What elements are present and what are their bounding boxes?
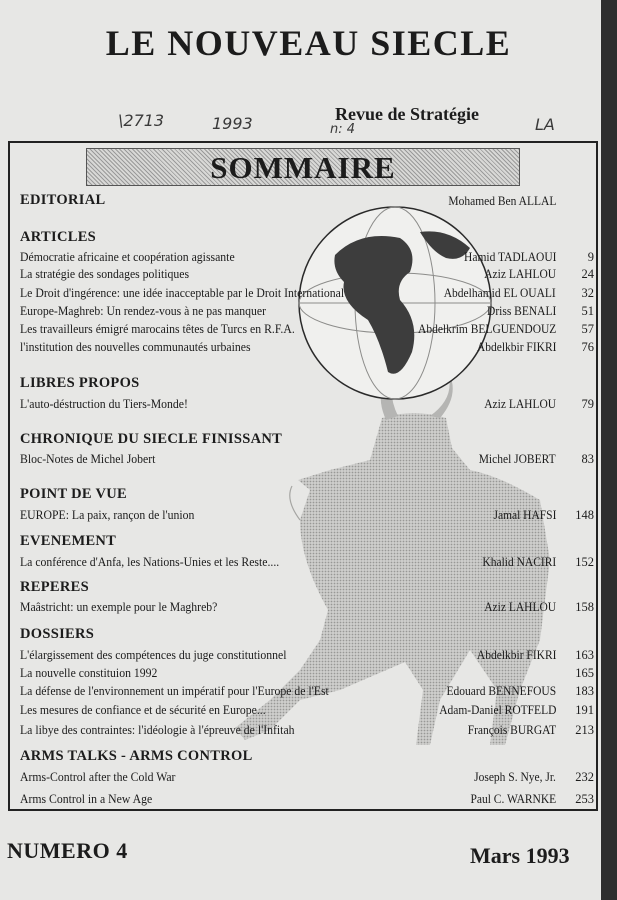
entry-title: Le Droit d'ingérence: une idée inacceptable par le Droit International (20, 286, 345, 300)
entry-page: 183 (575, 684, 594, 698)
entry-title: La libye des contraintes: l'idéologie à l'épreuve de l'Infitah (20, 723, 295, 737)
editorial-row[interactable] (20, 193, 594, 209)
entry-author: Aziz LAHLOU (484, 397, 556, 411)
section-articles-heading: ARTICLES (20, 229, 97, 245)
toc-entry[interactable] (20, 339, 594, 355)
issue-date: Mars 1993 (470, 843, 570, 868)
entry-author: Paul C. WARNKE (470, 792, 556, 806)
entry-author: Jamal HAFSI (493, 508, 556, 522)
entry-page: 32 (581, 286, 594, 300)
entry-title: L'élargissement des compétences du juge constitutionnel (20, 648, 287, 662)
entry-title: Arms Control in a New Age (20, 792, 153, 806)
entry-page: 24 (581, 267, 594, 281)
entry-author: Abdelkrim BELGUENDOUZ (417, 322, 556, 336)
section-evenement-heading: EVENEMENT (20, 533, 117, 549)
section-reperes-heading: REPERES (20, 579, 89, 595)
entry-author: Aziz LAHLOU (484, 600, 556, 614)
entry-author: Joseph S. Nye, Jr. (474, 770, 556, 784)
entry-page: 148 (575, 508, 594, 522)
handwritten-reference: \2713 (118, 111, 165, 130)
toc-entry[interactable] (20, 554, 594, 570)
entry-author: Michel JOBERT (479, 452, 556, 466)
entry-title: La nouvelle constituion 1992 (20, 666, 158, 680)
entry-title: Les mesures de confiance et de sécurité en Europe... (20, 703, 266, 717)
entry-page: 51 (581, 304, 594, 318)
entry-page: 253 (575, 792, 594, 806)
entry-author: Abdelkbir FIKRI (476, 340, 556, 354)
toc-entry[interactable] (20, 451, 594, 467)
entry-author: Driss BENALI (486, 304, 556, 318)
toc-entry[interactable] (20, 722, 594, 738)
toc-entry[interactable] (20, 285, 594, 301)
entry-title: l'institution des nouvelles communautés urbaines (20, 340, 251, 354)
toc-entry[interactable] (20, 769, 594, 785)
entry-title: Les travailleurs émigré marocains têtes de Turcs en R.F.A. (20, 322, 295, 336)
entry-page: 83 (581, 452, 594, 466)
entry-title: Maâstricht: un exemple pour le Maghreb? (20, 600, 218, 614)
entry-page: 158 (575, 600, 594, 614)
section-point-de-vue-heading: POINT DE VUE (20, 486, 128, 502)
entry-page: 191 (575, 703, 594, 717)
handwritten-initials: LA (535, 115, 555, 134)
entry-title: Bloc-Notes de Michel Jobert (20, 452, 156, 466)
entry-title: La stratégie des sondages politiques (20, 267, 190, 281)
entry-page: 9 (587, 250, 594, 264)
section-dossiers-heading: DOSSIERS (20, 626, 95, 642)
toc-entry[interactable] (20, 599, 594, 615)
entry-title: Arms-Control after the Cold War (20, 770, 176, 784)
magazine-title: LE NOUVEAU SIECLE (105, 23, 512, 63)
entry-author: Hamid TADLAOUI (463, 250, 556, 264)
section-editorial-heading: EDITORIAL (20, 192, 106, 208)
toc-entry[interactable] (20, 683, 594, 699)
entry-page: 79 (581, 397, 594, 411)
toc-entry[interactable] (20, 647, 594, 663)
entry-page: 163 (575, 648, 594, 662)
entry-author: Mohamed Ben ALLAL (448, 194, 556, 208)
toc-entry[interactable] (20, 396, 594, 412)
section-chronique-heading: CHRONIQUE DU SIECLE FINISSANT (20, 431, 283, 447)
section-libres-propos-heading: LIBRES PROPOS (20, 375, 140, 391)
entry-title: Démocratie africaine et coopération agissante (20, 250, 235, 264)
entry-title: La défense de l'environnement un impératif pour l'Europe de l'Est (20, 684, 329, 698)
toc-entry[interactable] (20, 702, 594, 718)
entry-page: 213 (575, 723, 594, 737)
summary-heading: SOMMAIRE (210, 150, 396, 185)
entry-author: Edouard BENNEFOUS (446, 684, 556, 698)
entry-author: Abdelkbir FIKRI (476, 648, 556, 662)
toc-entry[interactable] (20, 321, 594, 337)
toc-entry[interactable] (20, 303, 594, 319)
issue-number: NUMERO 4 (7, 838, 128, 863)
entry-author: François BURGAT (467, 723, 556, 737)
entry-author: Adam-Daniel ROTFELD (438, 703, 556, 717)
toc-entry[interactable] (20, 791, 594, 807)
toc-entry[interactable] (20, 266, 594, 282)
handwritten-year: 1993 (212, 114, 253, 133)
entry-page: 232 (575, 770, 594, 784)
entry-page: 165 (575, 666, 594, 680)
toc-entry[interactable] (20, 665, 594, 681)
entry-title: La conférence d'Anfa, les Nations-Unies et les Reste.... (20, 555, 280, 569)
summary-banner (86, 148, 520, 186)
entry-page: 152 (575, 555, 594, 569)
entry-author: Aziz LAHLOU (484, 267, 556, 281)
entry-title: EUROPE: La paix, rançon de l'union (20, 508, 195, 522)
entry-page: 57 (581, 322, 594, 336)
toc-entry[interactable] (20, 249, 594, 265)
entry-page: 76 (581, 340, 594, 354)
magazine-subtitle: Revue de Stratégie (335, 104, 479, 124)
entry-author: Abdelhamid EL OUALI (444, 286, 556, 300)
handwritten-number: n: 4 (330, 122, 356, 137)
entry-title: Europe-Maghreb: Un rendez-vous à ne pas manquer (20, 304, 267, 318)
entry-author: Khalid NACIRI (482, 555, 556, 569)
entry-title: L'auto-déstruction du Tiers-Monde! (20, 397, 188, 411)
section-arms-talks-heading: ARMS TALKS - ARMS CONTROL (20, 748, 253, 764)
toc-entry[interactable] (20, 507, 594, 523)
scan-edge (601, 0, 617, 900)
